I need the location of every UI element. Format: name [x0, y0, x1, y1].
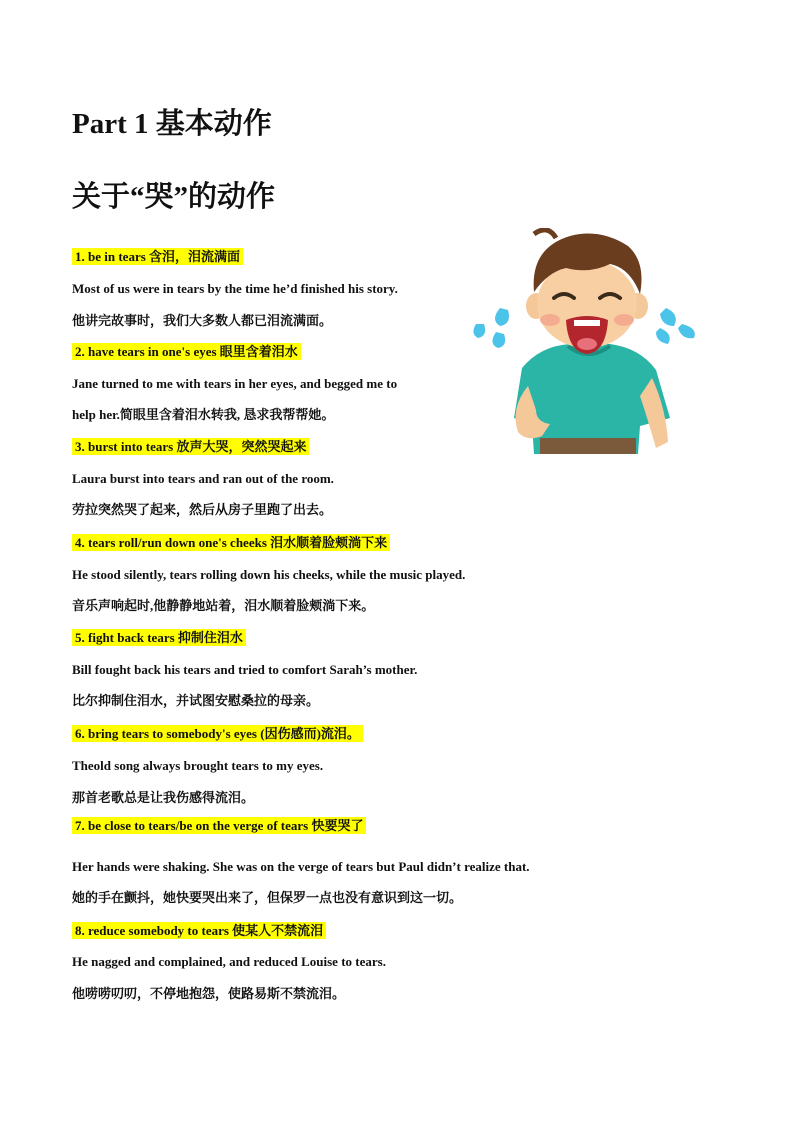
phrase-highlight: 8. reduce somebody to tears 使某人不禁流泪 — [72, 922, 326, 939]
phrase-highlight: 3. burst into tears 放声大哭，突然哭起来 — [72, 438, 309, 455]
phrase-highlight: 1. be in tears 含泪，泪流满面 — [72, 248, 243, 265]
phrase-8 — [72, 922, 326, 940]
phrase-5 — [72, 629, 246, 647]
crying-boy-illustration — [470, 228, 702, 454]
phrase-6 — [72, 725, 363, 743]
phrase-highlight: 6. bring tears to somebody's eyes (因伤感而)流泪。 — [72, 725, 363, 742]
example-en-3: Laura burst into tears and ran out of the room. — [72, 471, 334, 486]
example-en-7: Her hands were shaking. She was on the verge of tears but Paul didn’t realize that. — [72, 859, 530, 874]
page-title: Part 1 基本动作 — [72, 108, 272, 140]
example-en-5: Bill fought back his tears and tried to comfort Sarah’s mother. — [72, 662, 418, 677]
phrase-4 — [72, 534, 390, 552]
example-zh-7: 她的手在颤抖，她快要哭出来了，但保罗一点也没有意识到这一切。 — [72, 890, 463, 905]
example-zh-2: help her.简眼里含着泪水转我, 恳求我帮帮她。 — [72, 407, 335, 422]
phrase-highlight: 5. fight back tears 抑制住泪水 — [72, 629, 246, 646]
example-en-1: Most of us were in tears by the time he’d finished his story. — [72, 281, 398, 296]
phrase-2 — [72, 343, 301, 361]
example-zh-6: 那首老歌总是让我伤感得流泪。 — [72, 790, 255, 805]
phrase-7 — [72, 817, 366, 835]
example-en-4: He stood silently, tears rolling down his cheeks, while the music played. — [72, 567, 466, 582]
phrase-highlight: 4. tears roll/run down one's cheeks 泪水顺着脸颊淌下来 — [72, 534, 390, 551]
example-zh-3: 劳拉突然哭了起来，然后从房子里跑了出去。 — [72, 502, 333, 517]
example-zh-4: 音乐声响起时,他静静地站着，泪水顺着脸颊淌下来。 — [72, 598, 375, 613]
example-en-6: Theold song always brought tears to my eyes. — [72, 758, 324, 773]
phrase-highlight: 2. have tears in one's eyes 眼里含着泪水 — [72, 343, 301, 360]
example-zh-5: 比尔抑制住泪水，并试图安慰桑拉的母亲。 — [72, 693, 320, 708]
example-en-8: He nagged and complained, and reduced Louise to tears. — [72, 954, 386, 969]
phrase-3 — [72, 438, 309, 456]
phrase-1 — [72, 248, 243, 266]
example-zh-8: 他唠唠叨叨，不停地抱怨，使路易斯不禁流泪。 — [72, 986, 346, 1001]
example-en-2: Jane turned to me with tears in her eyes, and begged me to — [72, 376, 398, 391]
example-zh-1: 他讲完故事时，我们大多数人都已泪流满面。 — [72, 313, 333, 328]
phrase-highlight: 7. be close to tears/be on the verge of tears 快要哭了 — [72, 817, 366, 834]
section-heading: 关于“哭”的动作 — [72, 181, 276, 213]
